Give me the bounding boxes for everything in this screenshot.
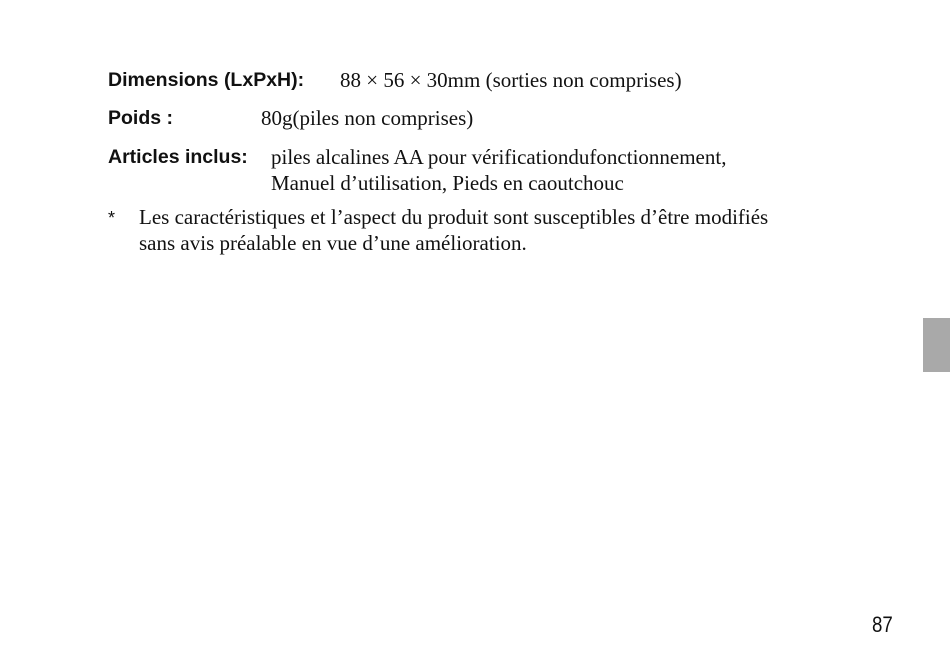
dimensions-value: 88 × 56 × 30mm (sorties non comprises) xyxy=(340,68,682,92)
weight-label: Poids : xyxy=(108,107,174,129)
footnote-marker: * xyxy=(108,208,116,228)
included-value-line2: Manuel d’utilisation, Pieds en caoutchouc xyxy=(271,171,624,195)
footnote-line2: sans avis préalable en vue d’une amélioration. xyxy=(139,231,527,255)
included-value-line1: piles alcalines AA pour vérificationdufonctionnement, xyxy=(271,145,727,169)
section-thumb-tab xyxy=(923,318,950,372)
page-number: 87 xyxy=(872,612,893,637)
dimensions-label: Dimensions (LxPxH): xyxy=(108,69,305,91)
included-label: Articles inclus: xyxy=(108,146,248,168)
weight-value: 80g(piles non comprises) xyxy=(261,106,474,130)
footnote-line1: Les caractéristiques et l’aspect du produit sont susceptibles d’être modifiés xyxy=(139,205,769,229)
